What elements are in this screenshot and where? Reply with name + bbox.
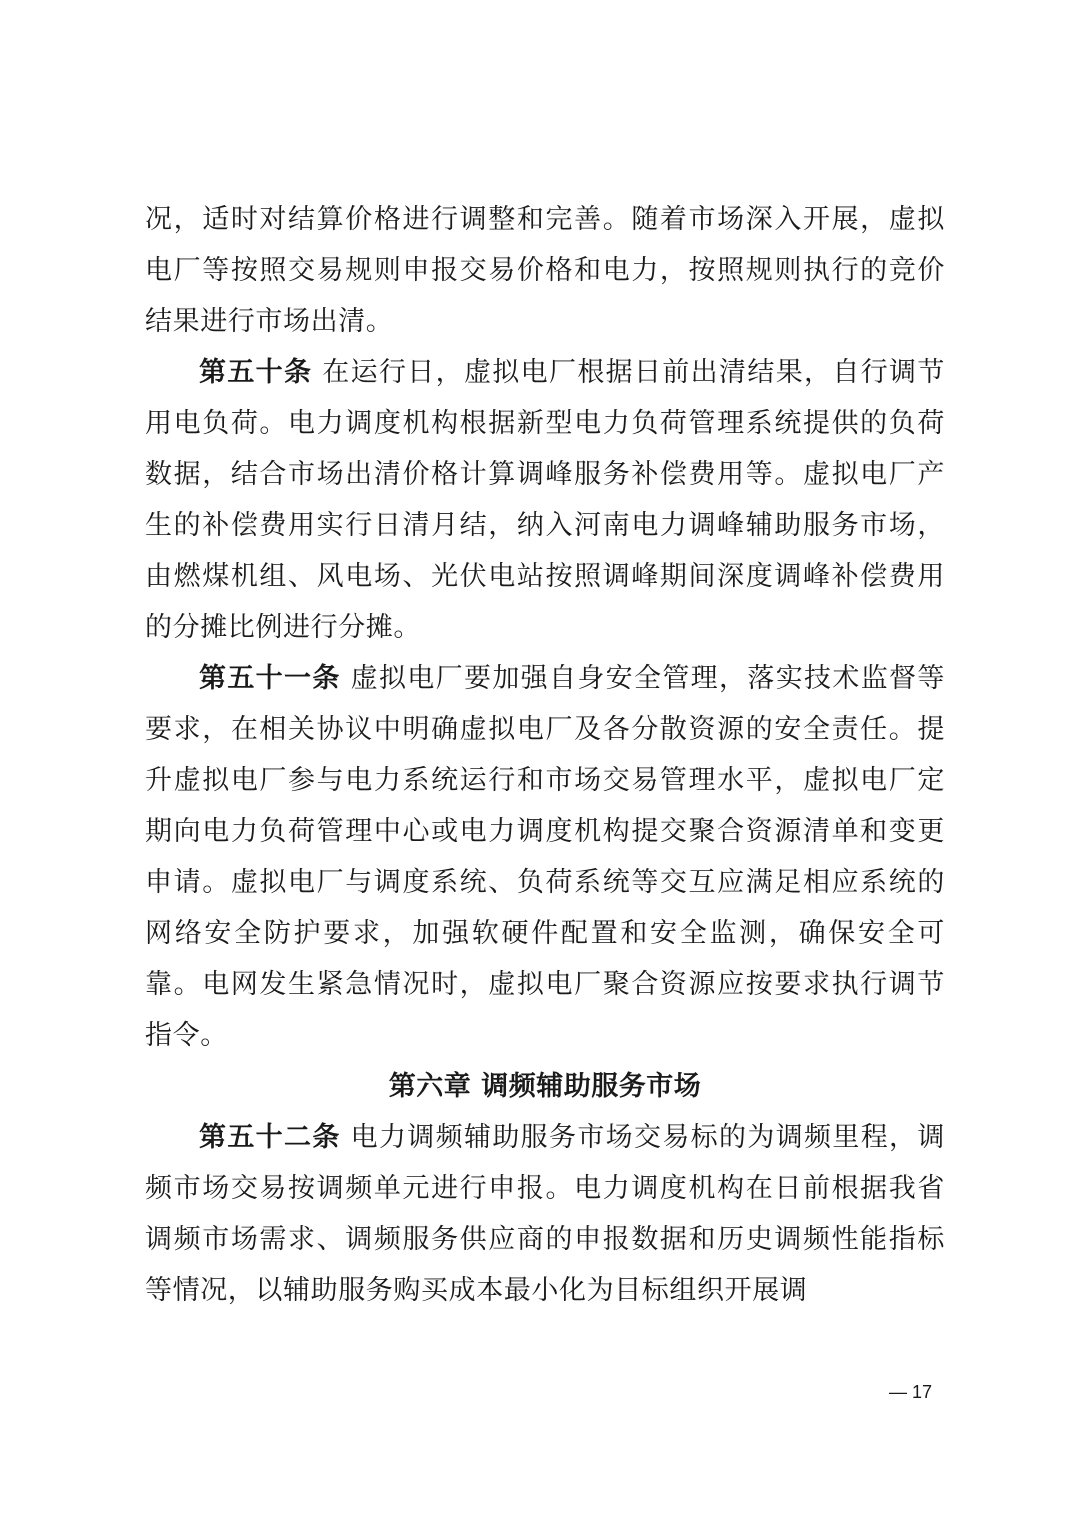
article-50: [145, 347, 945, 653]
chapter-heading: 第六章 调频辅助服务市场: [388, 1071, 702, 1102]
article-50-number: 第五十条: [199, 357, 313, 388]
paragraph-continuation: 况，适时对结算价格进行调整和完善。随着市场深入开展，虚拟电厂等按照交易规则申报交易价格和电力，按照规则执行的竞价结果进行市场出清。: [145, 204, 945, 337]
article-52-text: 电力调频辅助服务市场交易标的为调频里程，调频市场交易按调频单元进行申报。电力调度机构在日前根据我省调频市场需求、调频服务供应商的申报数据和历史调频性能指标等情况，以辅助服务购买成本最小化为目标组织开展调: [145, 1122, 945, 1306]
article-52-number: 第五十二条: [199, 1122, 341, 1153]
article-52: [145, 1112, 945, 1316]
article-51-text: 虚拟电厂要加强自身安全管理，落实技术监督等要求，在相关协议中明确虚拟电厂及各分散资源的安全责任。提升虚拟电厂参与电力系统运行和市场交易管理水平，虚拟电厂定期向电力负荷管理中心或电力调度机构提交聚合资源清单和变更申请。虚拟电厂与调度系统、负荷系统等交互应满足相应系统的网络安全防护要求，加强软硬件配置和安全监测，确保安全可靠。电网发生紧急情况时，虚拟电厂聚合资源应按要求执行调节指令。: [145, 663, 945, 1051]
document-body: [145, 194, 945, 1316]
article-51: [145, 653, 945, 1061]
article-50-text: 在运行日，虚拟电厂根据日前出清结果，自行调节用电负荷。电力调度机构根据新型电力负荷管理系统提供的负荷数据，结合市场出清价格计算调峰服务补偿费用等。虚拟电厂产生的补偿费用实行日清月结，纳入河南电力调峰辅助服务市场，由燃煤机组、风电场、光伏电站按照调峰期间深度调峰补偿费用的分摊比例进行分摊。: [145, 357, 945, 643]
page-number: — 17: [888, 1382, 932, 1402]
article-51-number: 第五十一条: [199, 663, 341, 694]
